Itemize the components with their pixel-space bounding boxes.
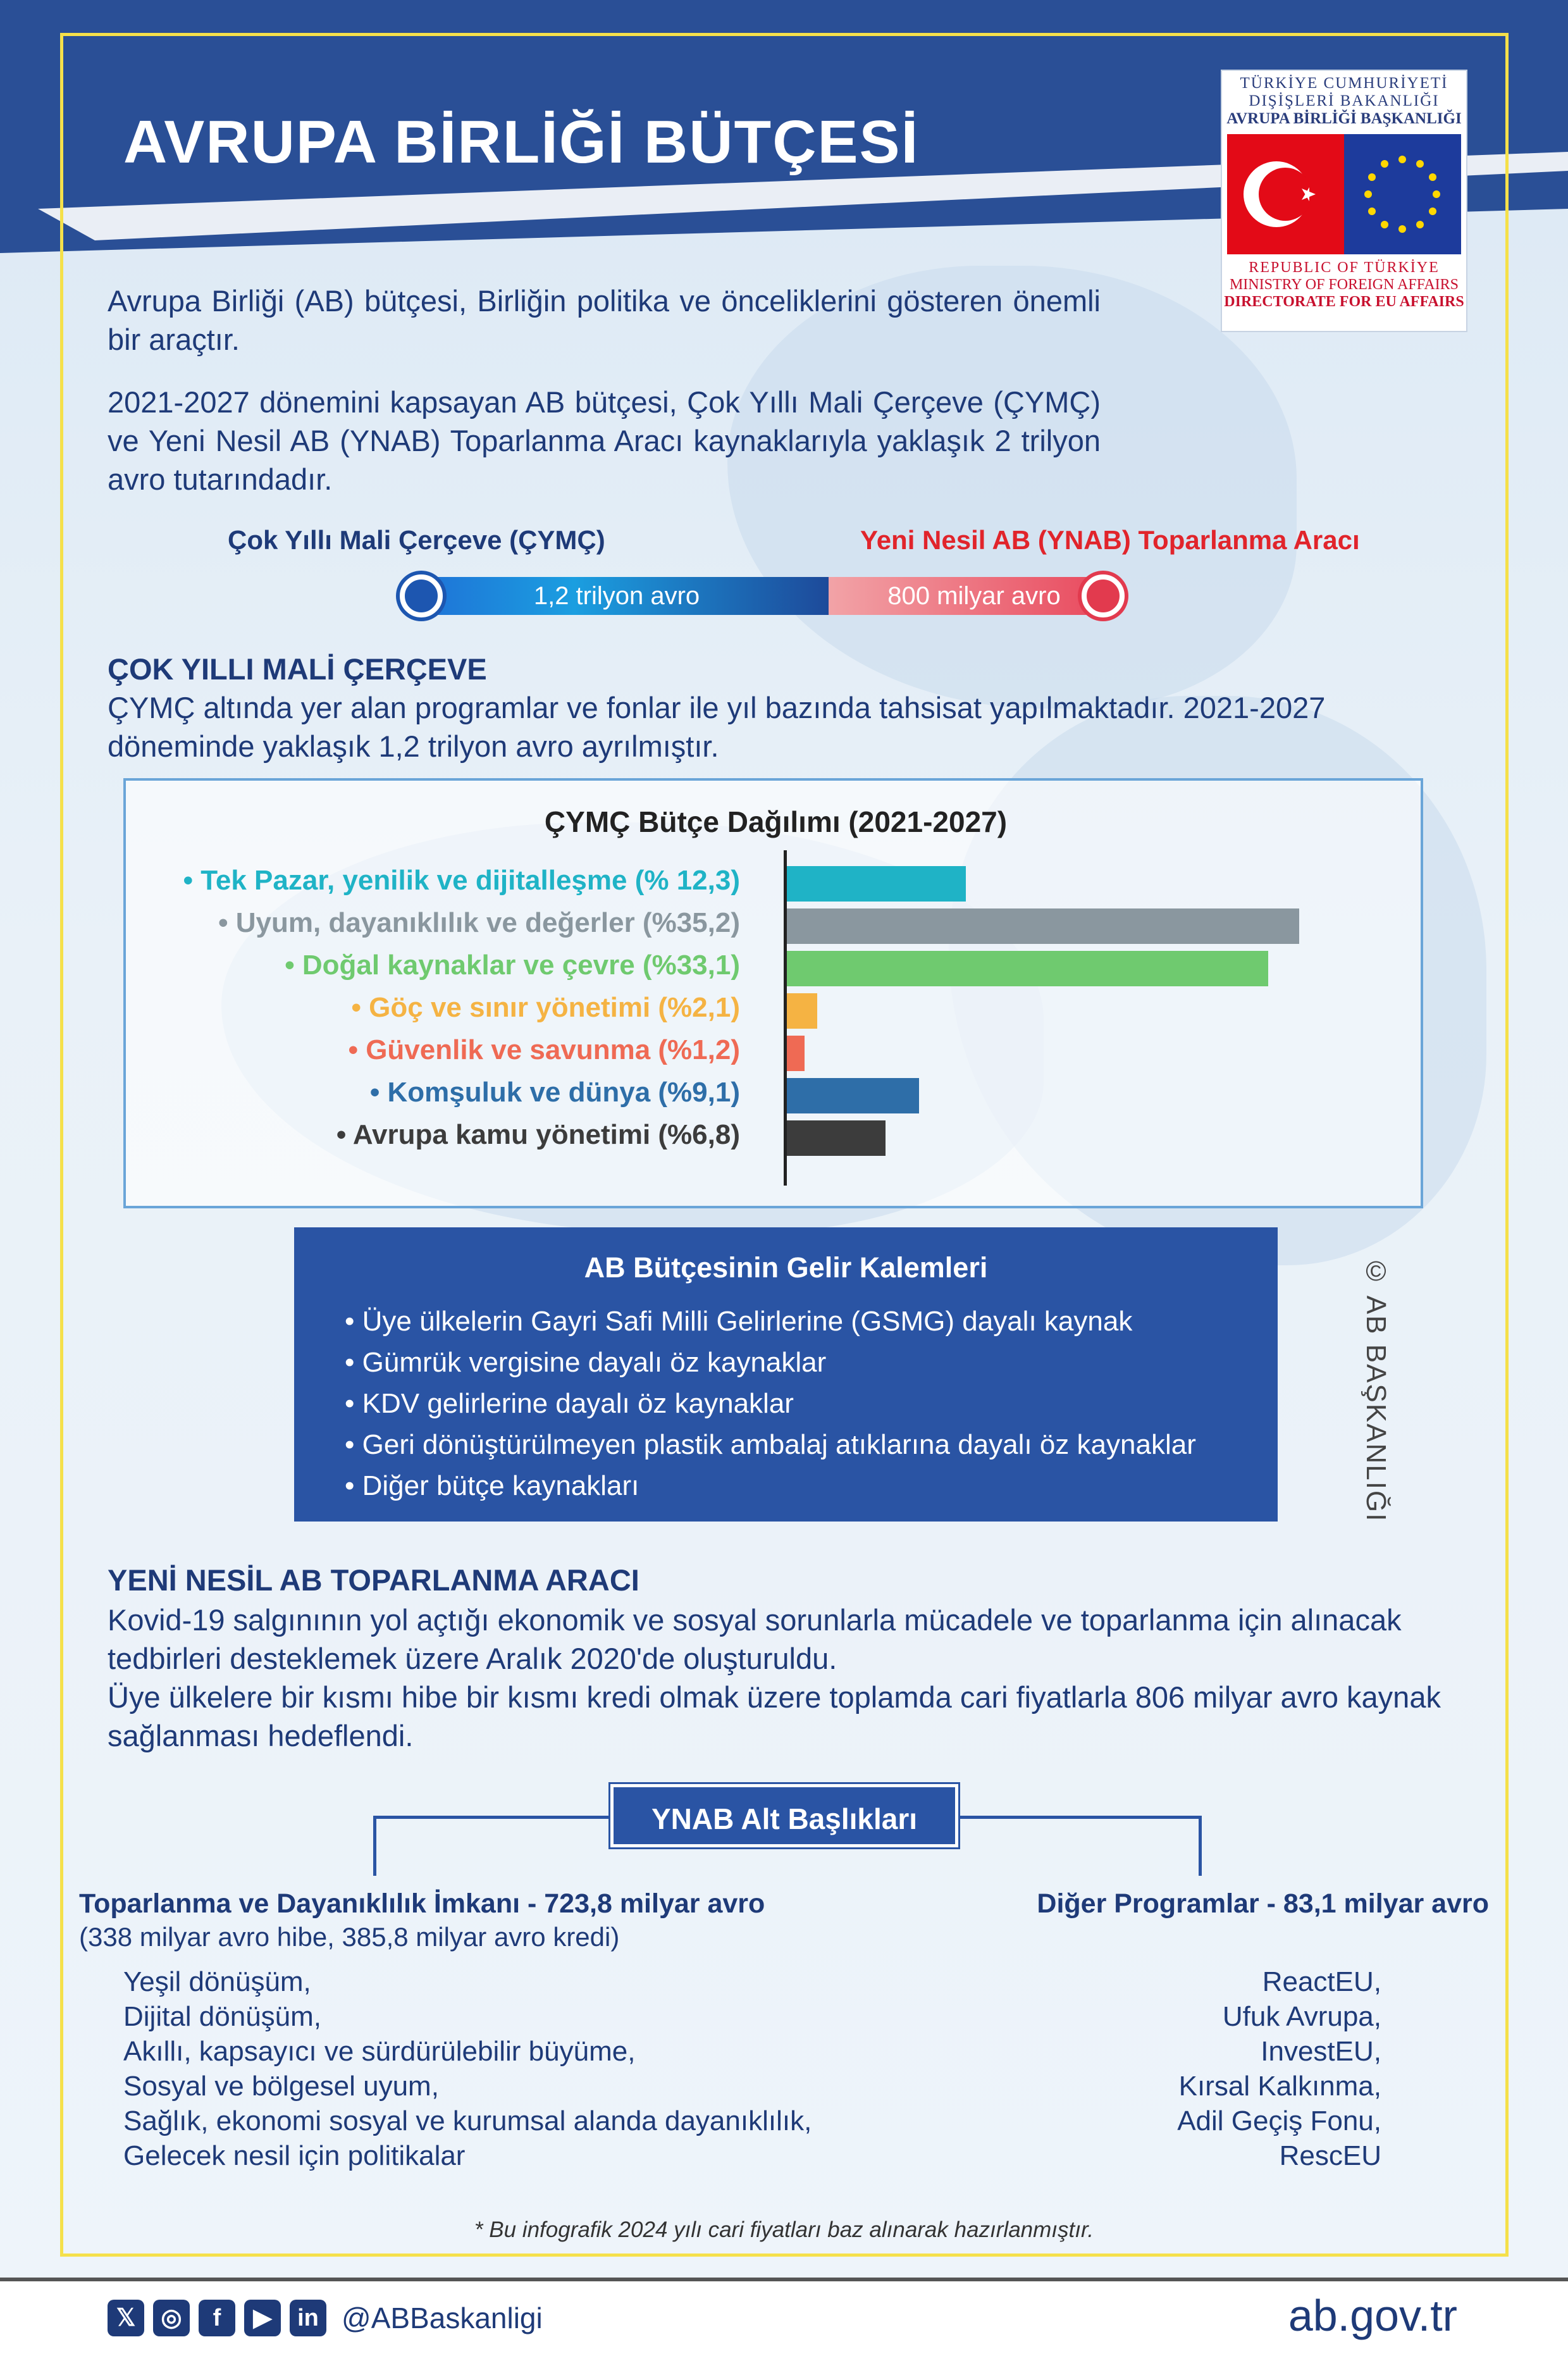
chart-category-label: • Komşuluk ve dünya (%9,1)	[369, 1077, 740, 1108]
list-item: ReactEU,	[1262, 1966, 1381, 1997]
bar-start-dot	[400, 574, 443, 617]
linkedin-icon[interactable]: in	[290, 2300, 326, 2336]
list-item: Sosyal ve bölgesel uyum,	[123, 2071, 439, 2102]
ynab-subheadings-badge: YNAB Alt Başlıkları	[610, 1784, 958, 1847]
chart-bar	[787, 1036, 805, 1071]
list-item: Yeşil dönüşüm,	[123, 1966, 311, 1997]
other-programs-list	[1177, 1964, 1381, 2173]
rrf-list	[123, 1964, 812, 2173]
bar-end-dot	[1082, 574, 1125, 617]
ynab-paragraph-2: Üye ülkelere bir kısmı hibe bir kısmı kredi olmak üzere toplamda cari fiyatlarla 806 milyar avro kaynak sağlanması hedeflendi.	[108, 1680, 1441, 1752]
chart-category-label: • Tek Pazar, yenilik ve dijitalleşme (% 12,3)	[183, 865, 740, 896]
cymc-text: ÇYMÇ altında yer alan programlar ve fonlar ile yıl bazında tahsisat yapılmaktadır. 2021-2027 döneminde yaklaşık 1,2 trilyon avro ayrılmıştır.	[108, 691, 1326, 763]
list-item: Adil Geçiş Fonu,	[1177, 2105, 1381, 2136]
eu-flag-icon	[1344, 134, 1461, 254]
list-item: Ufuk Avrupa,	[1222, 2001, 1381, 2032]
chart-category-label: • Göç ve sınır yönetimi (%2,1)	[351, 992, 740, 1023]
chart-bar	[787, 993, 817, 1029]
chart-bar	[787, 1078, 919, 1113]
ynab-value: 800 milyar avro	[829, 577, 1120, 615]
list-item: RescEU	[1279, 2140, 1381, 2171]
ministry-logo	[1221, 70, 1467, 332]
ynab-paragraph-1: Kovid-19 salgınının yol açtığı ekonomik ve sosyal sorunlarla mücadele ve toparlanma için alınacak tedbirleri desteklemek üzere Aralık 2020'de oluşturuldu.	[108, 1603, 1402, 1675]
logo-line: DIRECTORATE FOR EU AFFAIRS	[1224, 294, 1464, 310]
cymc-heading: ÇOK YILLI MALİ ÇERÇEVE	[108, 652, 487, 686]
list-item: Sağlık, ekonomi sosyal ve kurumsal alanda dayanıklılık,	[123, 2105, 812, 2136]
instagram-icon[interactable]: ◎	[153, 2300, 190, 2336]
logo-line: REPUBLIC OF TÜRKİYE	[1249, 259, 1440, 276]
flags	[1227, 134, 1461, 254]
logo-line: MINISTRY OF FOREIGN AFFAIRS	[1229, 276, 1459, 293]
list-item: Kırsal Kalkınma,	[1178, 2071, 1381, 2102]
cymc-value: 1,2 trilyon avro	[405, 577, 829, 615]
other-programs-title: Diğer Programlar - 83,1 milyar avro	[1037, 1888, 1489, 1919]
revenue-item: • Gümrük vergisine dayalı öz kaynaklar	[345, 1347, 827, 1378]
chart-title: ÇYMÇ Bütçe Dağılımı (2021-2027)	[544, 805, 1008, 838]
copyright-text: © AB BAŞKANLIĞI	[1361, 1256, 1392, 1523]
revenue-title: AB Bütçesinin Gelir Kalemleri	[584, 1251, 988, 1284]
list-item: Akıllı, kapsayıcı ve sürdürülebilir büyüme,	[123, 2036, 636, 2067]
website-link[interactable]: ab.gov.tr	[1288, 2291, 1457, 2340]
chart-category-label: • Doğal kaynaklar ve çevre (%33,1)	[285, 950, 740, 981]
chart-bar	[787, 908, 1299, 944]
x-icon[interactable]: 𝕏	[108, 2300, 144, 2336]
chart-category-label: • Güvenlik ve savunma (%1,2)	[348, 1034, 740, 1065]
chart-category-label: • Avrupa kamu yönetimi (%6,8)	[336, 1119, 740, 1150]
chart-bar	[787, 1120, 886, 1156]
intro-paragraph-2: 2021-2027 dönemini kapsayan AB bütçesi, Çok Yıllı Mali Çerçeve (ÇYMÇ) ve Yeni Nesil AB (YNAB) Toparlanma Aracı kaynaklarıyla yaklaşık 2 trilyon avro tutarındadır.	[108, 385, 1101, 496]
revenue-item: • Geri dönüştürülmeyen plastik ambalaj atıklarına dayalı öz kaynaklar	[345, 1429, 1196, 1460]
rrf-subtitle: (338 milyar avro hibe, 385,8 milyar avro kredi)	[79, 1922, 620, 1952]
footnote: * Bu infografik 2024 yılı cari fiyatları baz alınarak hazırlanmıştır.	[474, 2217, 1094, 2242]
ynab-label: Yeni Nesil AB (YNAB) Toparlanma Aracı	[860, 525, 1360, 555]
revenue-box	[294, 1227, 1278, 1522]
revenue-item: • Üye ülkelerin Gayri Safi Milli Gelirlerine (GSMG) dayalı kaynak	[345, 1306, 1133, 1337]
youtube-icon[interactable]: ▶	[244, 2300, 281, 2336]
list-item: InvestEU,	[1261, 2036, 1381, 2067]
social-links	[108, 2300, 543, 2336]
rrf-title: Toparlanma ve Dayanıklılık İmkanı - 723,8 milyar avro	[79, 1888, 765, 1919]
logo-line: AVRUPA BİRLİĞİ BAŞKANLIĞI	[1226, 110, 1462, 127]
logo-line: DIŞİŞLERİ BAKANLIĞI	[1249, 92, 1440, 109]
turkish-flag-icon	[1227, 134, 1344, 254]
chart-category-label: • Uyum, dayanıklılık ve değerler (%35,2)	[218, 907, 740, 938]
page-title: AVRUPA BİRLİĞİ BÜTÇESİ	[123, 108, 920, 176]
revenue-item: • Diğer bütçe kaynakları	[345, 1470, 639, 1501]
revenue-item: • KDV gelirlerine dayalı öz kaynaklar	[345, 1388, 794, 1419]
ynab-heading: YENİ NESİL AB TOPARLANMA ARACI	[108, 1563, 639, 1597]
list-item: Gelecek nesil için politikalar	[123, 2140, 466, 2171]
revenue-list	[345, 1301, 1278, 1506]
intro-paragraph-1: Avrupa Birliği (AB) bütçesi, Birliğin politika ve önceliklerini gösteren önemli bir araçtır.	[108, 284, 1101, 356]
budget-chart	[123, 778, 1423, 1208]
list-item: Dijital dönüşüm,	[123, 2001, 322, 2032]
chart-bar	[787, 951, 1268, 986]
logo-line: TÜRKİYE CUMHURİYETİ	[1240, 75, 1448, 92]
facebook-icon[interactable]: f	[199, 2300, 235, 2336]
budget-split-bar	[405, 577, 1120, 615]
chart-bar	[787, 866, 966, 902]
cymc-label: Çok Yıllı Mali Çerçeve (ÇYMÇ)	[228, 525, 605, 555]
social-handle[interactable]: @ABBaskanligi	[342, 2302, 543, 2334]
